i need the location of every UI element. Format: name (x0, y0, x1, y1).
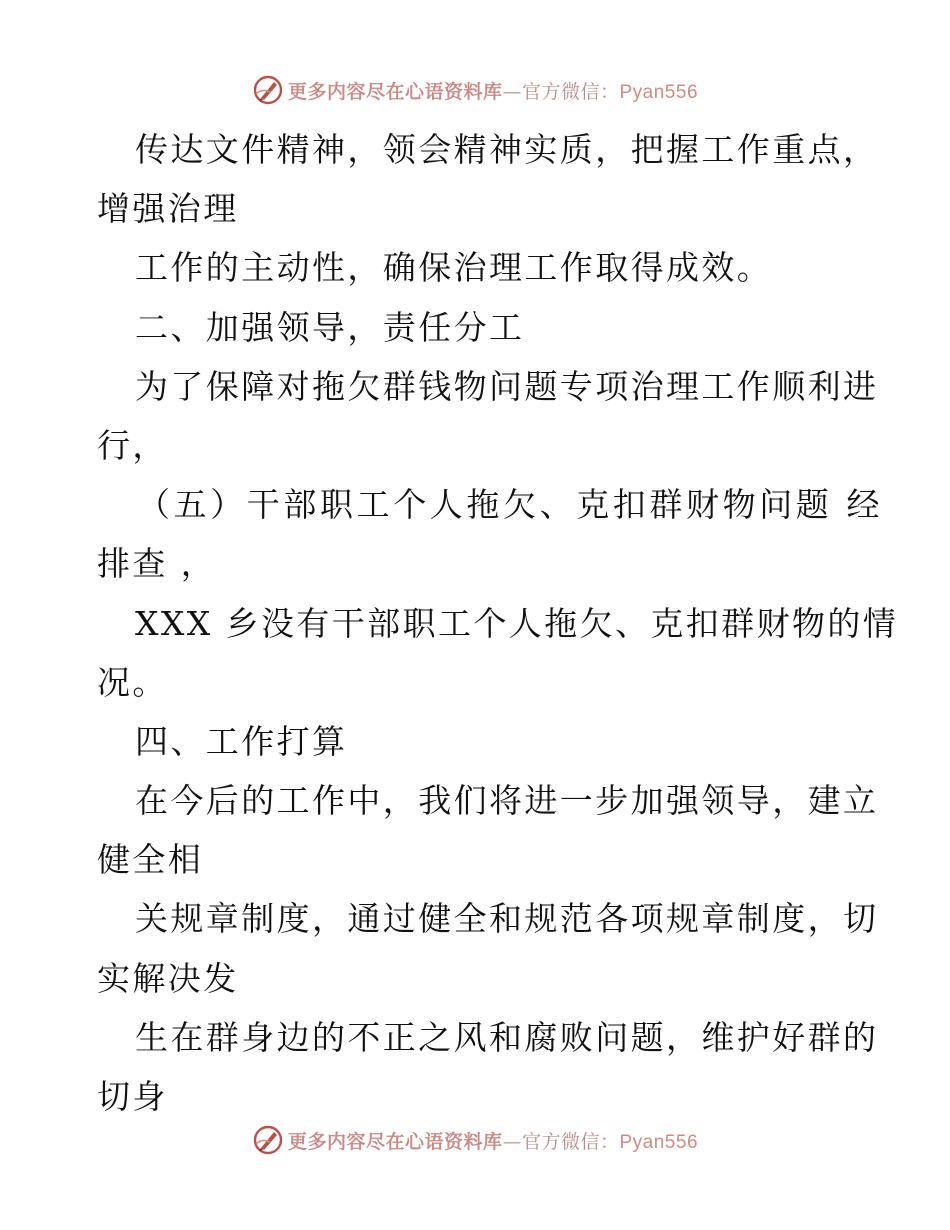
body-line: 排查 ， (97, 544, 217, 584)
body-line: 增强治理 (97, 189, 239, 229)
body-line: 为了保障对拖欠群钱物问题专项治理工作顺利进 (135, 366, 879, 406)
body-line: 关规章制度，通过健全和规范各项规章制度，切 (135, 899, 879, 939)
body-line: 健全相 (97, 840, 204, 880)
footer-watermark-separator: — (502, 1130, 522, 1153)
footer-watermark-text (288, 1127, 698, 1154)
section-heading: 四、工作打算 (135, 721, 348, 761)
header-watermark-wechat-label: 官方微信： (521, 80, 620, 103)
footer-watermark-wechat-label: 官方微信： (521, 1130, 620, 1153)
body-line: （五）干部职工个人拖欠、克扣群财物问题 经 (137, 485, 884, 525)
body-line: 况。 (97, 662, 168, 702)
body-line: 生在群身边的不正之风和腐败问题，维护好群的 (135, 1017, 879, 1057)
footer-watermark-wechat-id: Pyan556 (619, 1131, 699, 1153)
quill-pen-logo-icon (252, 74, 284, 106)
body-line: 行， (97, 425, 168, 465)
body-line: 在今后的工作中，我们将进一步加强领导，建立 (135, 781, 879, 821)
footer-watermark-main: 更多内容尽在心语资料库 (287, 1130, 503, 1153)
footer-watermark-banner (0, 1120, 950, 1160)
body-line: 实解决发 (97, 958, 239, 998)
body-line: 切身 (97, 1077, 168, 1116)
header-watermark-text (288, 77, 698, 104)
body-line: 工作的主动性，确保治理工作取得成效。 (135, 248, 773, 288)
section-heading: 二、加强领导，责任分工 (135, 307, 525, 347)
quill-pen-logo-icon (252, 1124, 284, 1156)
body-line: XXX 乡没有干部职工个人拖欠、克扣群财物的情 (135, 603, 899, 643)
document-body (97, 120, 899, 1126)
header-watermark-main: 更多内容尽在心语资料库 (287, 80, 503, 103)
header-watermark-banner (0, 70, 950, 110)
header-watermark-separator: — (502, 80, 522, 103)
header-watermark-wechat-id: Pyan556 (619, 81, 699, 103)
body-line: 传达文件精神，领会精神实质，把握工作重点， (135, 130, 879, 169)
